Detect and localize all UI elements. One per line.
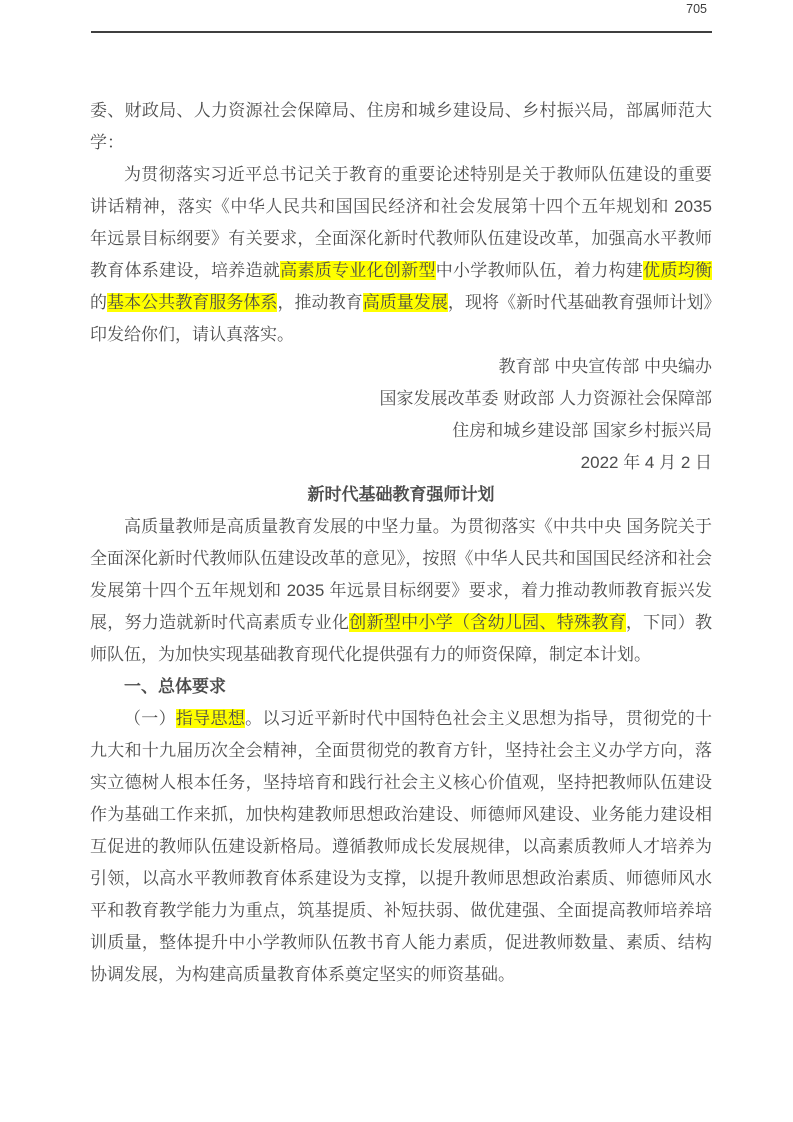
highlighted-text: 指导思想 <box>175 709 246 728</box>
plan-intro <box>90 511 712 671</box>
text-segment: ，下同）教师队伍，为加快实现基础教育现代化提供强有力的师资保障，制定本计划。 <box>90 613 713 664</box>
document-body <box>90 95 712 991</box>
document-title <box>90 479 712 511</box>
text-segment: 住房和城乡建设部 国家乡村振兴局 <box>452 421 712 440</box>
highlighted-text: 基本公共教育服务体系 <box>107 293 278 312</box>
text-segment: ，推动教育 <box>277 293 363 312</box>
recipients-continued <box>90 95 712 159</box>
text-segment: 2022 年 4 月 2 日 <box>580 453 712 472</box>
guiding-ideology <box>90 703 712 991</box>
text-segment: 委、财政局、人力资源社会保障局、住房和城乡建设局、乡村振兴局，部属师范大学： <box>90 101 712 152</box>
highlighted-text: 高质量发展 <box>362 293 448 312</box>
text-segment: （一） <box>124 709 176 728</box>
text-segment: 高质量教师是高质量教育发展的中坚力量。为贯彻落实《中共中央 国务院关于全面深化新时代教师队伍建设改革的意见》，按照《中华人民共和国国民经济和社会发展第十四个五年规划和 2035 年远景目标纲要》要求，着力推动教师教育振兴发展，努力造就新时代高素质专业化 <box>90 517 712 632</box>
text-segment: ，现将《新时代基础教育强师计划》印发给你们，请认真落实。 <box>90 293 713 344</box>
text-segment: 中小学教师队伍，着力构建 <box>435 261 644 280</box>
page-number: 705 <box>686 2 707 16</box>
signatory-line-3 <box>90 415 712 447</box>
text-segment: 为贯彻落实习近平总书记关于教育的重要论述特别是关于教师队伍建设的重要讲话精神，落实《中华人民共和国国民经济和社会发展第十四个五年规划和 2035 年远景目标纲要》有关要求，全面深化新时代教师队伍建设改革，加强高水平教师教育体系建设，培养造就 <box>90 165 712 280</box>
date-line <box>90 447 712 479</box>
notice-body <box>90 159 712 351</box>
header-rule <box>91 31 712 33</box>
signatory-line-1 <box>90 351 712 383</box>
highlighted-text: 优质均衡 <box>643 261 713 280</box>
section-heading-1 <box>90 671 712 703</box>
highlighted-text: 创新型中小学（含幼儿园、特殊教育 <box>349 613 626 632</box>
text-segment: 教育部 中央宣传部 中央编办 <box>498 357 712 376</box>
text-segment: 国家发展改革委 财政部 人力资源社会保障部 <box>379 389 712 408</box>
text-segment: 。以习近平新时代中国特色社会主义思想为指导，贯彻党的十九大和十九届历次全会精神，全面贯彻党的教育方针，坚持社会主义办学方向，落实立德树人根本任务，坚持培育和践行社会主义核心价值观，坚持把教师队伍建设作为基础工作来抓，加快构建教师思想政治建设、师德师风建设、业务能力建设相互促进的教师队伍建设新格局。遵循教师成长发展规律，以高素质教师人才培养为引领，以高水平教师教育体系建设为支撑，以提升教师思想政治素质、师德师风水平和教育教学能力为重点，筑基提质、补短扶弱、做优建强、全面提高教师培养培训质量，整体提升中小学教师队伍教书育人能力素质，促进教师数量、素质、结构协调发展，为构建高质量教育体系奠定坚实的师资基础。 <box>90 709 713 984</box>
text-segment: 一、总体要求 <box>124 677 226 696</box>
text-segment: 的 <box>90 293 108 312</box>
highlighted-text: 高素质专业化创新型 <box>280 261 436 280</box>
text-segment: 新时代基础教育强师计划 <box>307 485 495 504</box>
signatory-line-2 <box>90 383 712 415</box>
